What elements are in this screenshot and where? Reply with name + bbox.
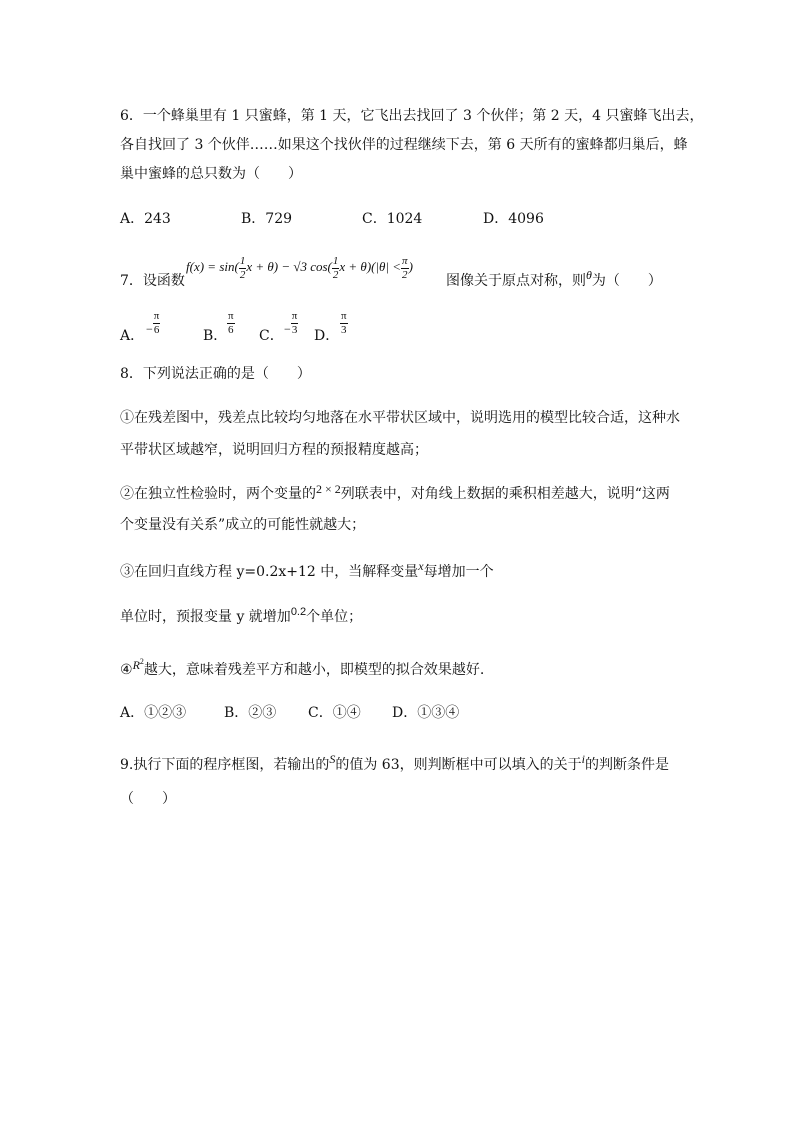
q6-option-b: B．729	[241, 211, 293, 227]
q8-option-b: B．②③	[224, 705, 277, 721]
q7-option-c-label: C．	[259, 328, 284, 344]
variable-s: S	[329, 752, 336, 766]
s3-line2-post: 个单位；	[306, 609, 363, 625]
fraction-numerator: π	[153, 310, 160, 322]
formula-part-1: f(x) = sin(	[186, 259, 239, 274]
s3-line2-pre: 单位时，预报变量 y 就增加	[120, 609, 291, 625]
s2-pre: ②在独立性检验时，两个变量的	[120, 486, 316, 502]
formula-part-3: x + θ)(|θ| <	[339, 259, 402, 274]
fraction-numerator: π	[291, 310, 298, 322]
s3-post: 每增加一个	[423, 564, 494, 580]
q8-statement-2-line-1	[120, 484, 670, 504]
fraction-pi-over-6	[227, 310, 235, 337]
r-squared	[133, 658, 144, 672]
q7-suffix	[446, 268, 662, 291]
variable-i: i	[581, 752, 585, 766]
fraction-numerator: π	[402, 254, 408, 267]
q6-option-d: D．4096	[483, 211, 544, 227]
formula-part-4: )	[408, 259, 413, 274]
q9-line1-post: 的判断条件是	[584, 757, 669, 773]
q6-option-c: C．1024	[362, 211, 423, 227]
q8-option-a: A．①②③	[120, 705, 187, 721]
q8-statement-3-line-2	[120, 607, 362, 628]
q7-option-c-value	[284, 310, 298, 337]
q7-prefix: 7．设函数	[120, 273, 185, 289]
q8-statement-1-line-2: 平带状区域越窄，说明回归方程的预报精度越高；	[120, 442, 428, 458]
q6-option-a: A．243	[120, 211, 171, 227]
q9-line1-pre: 9.执行下面的程序框图，若输出的	[120, 757, 330, 773]
q7-option-b-label: B．	[203, 328, 228, 344]
q8-stem: 8．下列说法正确的是（ ）	[120, 366, 311, 382]
q8-statement-2-line-2: 个变量没有关系”成立的可能性就越大；	[120, 517, 366, 533]
s3-variable-x: x	[418, 559, 424, 573]
s2-post: 列联表中，对角线上数据的乘积相差越大，说明“这两	[340, 486, 670, 502]
s4-post: 越大，意味着残差平方和越小，即模型的拟合效果越好.	[143, 662, 485, 678]
q6-line-2: 各自找回了 3 个伙伴……如果这个找伙伴的过程继续下去，第 6 天所有的蜜蜂都归巢后，蜂	[120, 137, 688, 153]
q9-line1-mid: 的值为 63，则判断框中可以填入的关于	[335, 757, 582, 773]
q7-option-b-value	[227, 310, 235, 337]
q8-statement-3-line-1	[120, 559, 494, 582]
r-symbol: R	[132, 658, 140, 672]
fraction-denominator: 6	[228, 324, 234, 336]
fraction-denominator: 3	[291, 324, 298, 336]
q7-option-a-value	[146, 310, 160, 337]
s3-value: 0.2	[290, 606, 307, 618]
fraction-pi-over-2	[401, 255, 409, 282]
minus-sign: −	[146, 321, 153, 336]
q7-suffix-text-2: 为（ ）	[591, 273, 662, 289]
theta-symbol: θ	[586, 268, 592, 282]
q8-statement-4	[120, 657, 484, 680]
fraction-numerator: π	[228, 310, 234, 322]
q7-suffix-text: 图像关于原点对称，则	[446, 273, 586, 289]
q6-line-3: 巢中蜜蜂的总只数为（ ）	[120, 166, 302, 182]
fraction-neg-pi-over-6	[153, 310, 161, 337]
fraction-denominator: 2	[402, 268, 408, 281]
q7-formula	[186, 252, 413, 282]
fraction-numerator: π	[341, 310, 347, 322]
q9-line-1	[120, 752, 669, 775]
q7-option-d-label: D．	[314, 328, 340, 344]
formula-part-2: x + θ) − √3 cos(	[246, 259, 332, 274]
q6-line-1: 6．一个蜂巢里有 1 只蜜蜂，第 1 天，它飞出去找回了 3 个伙伴；第 2 天，4 只蜜蜂飞出去，	[120, 108, 704, 124]
q7-option-d-value	[340, 310, 348, 337]
s4-pre: ④	[120, 662, 133, 678]
fraction-numerator: 1	[239, 254, 246, 267]
q9-line-2: （ ）	[120, 791, 176, 807]
fraction-denominator: 3	[341, 324, 347, 336]
fraction-numerator: 1	[332, 254, 339, 267]
fraction-denominator: 2	[332, 268, 339, 281]
q7-option-a-label: A．	[120, 328, 145, 344]
q8-option-c: C．①④	[308, 705, 361, 721]
s2-table-size: 2 × 2	[316, 482, 341, 496]
q8-option-d: D．①③④	[392, 705, 460, 721]
fraction-pi-over-3	[340, 310, 348, 337]
minus-sign: −	[284, 321, 291, 336]
fraction-neg-pi-over-3	[291, 310, 299, 337]
superscript-2: 2	[139, 657, 144, 666]
fraction-denominator: 6	[153, 324, 160, 336]
s3-pre: ③在回归直线方程 y=0.2x+12 中，当解释变量	[120, 564, 419, 580]
q8-statement-1-line-1: ①在残差图中，残差点比较均匀地落在水平带状区域中，说明选用的模型比较合适，这种水	[120, 410, 680, 426]
fraction-denominator: 2	[239, 268, 246, 281]
